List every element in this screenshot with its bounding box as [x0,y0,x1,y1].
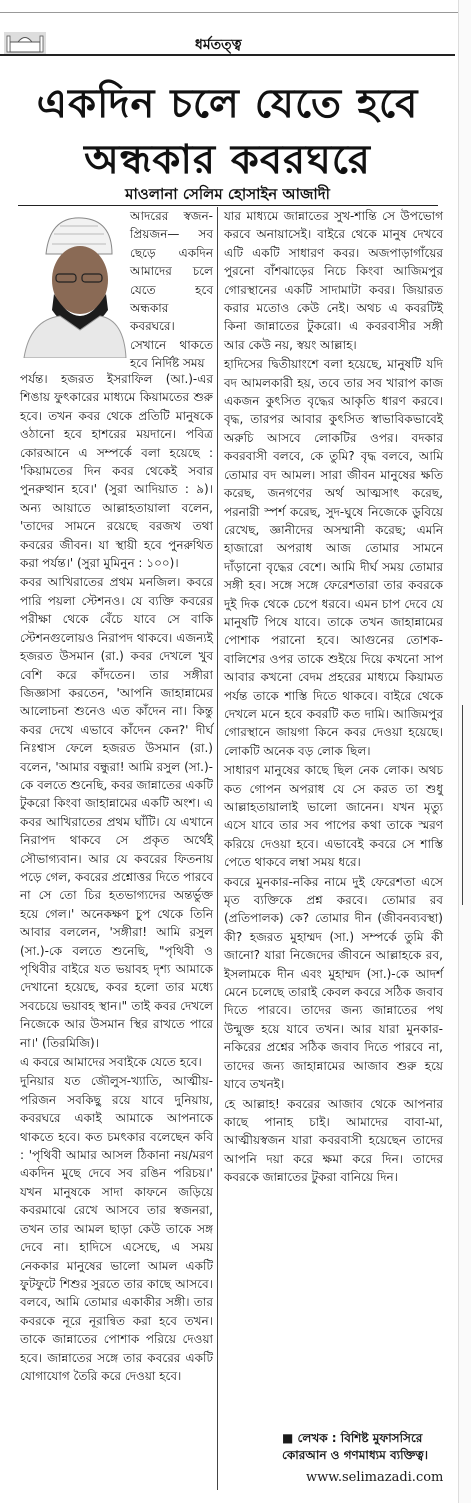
column-rule [217,207,218,1490]
article-paragraph: হাদিসের দ্বিতীয়াংশে বলা হয়েছে, মানুষটি যদি বদ আমলকারী হয়, তবে তার সব খারাপ কাজ একজন কুৎসিত বৃদ্ধের আকৃতি ধারণ করবে। বৃদ্ধ, তারপর আবার কুৎসিত স্বাভাবিকভাবেই অরুচি আসবে লোকটির ওপর। বদকার কবরবাসী বলবে, কে তুমি? বৃদ্ধ বলবে, আমি তোমার বদ আমল। সারা জীবন মানুষের ক্ষতি করেছ, জনগণের অর্থ আত্মসাৎ করেছ, পরনারী স্পর্শ করেছ, সুদ-ঘুষে নিজেকে ডুবিয়ে রেখেছ, জ্ঞানীদের অসম্মানী করেছ; এমনি হাজারো অপরাধ আজ তোমার সামনে দাঁড়ানো বৃদ্ধের বেশে। আমি দীর্ঘ সময় তোমার সঙ্গী হব। সঙ্গে সঙ্গে ফেরেশতারা তার কবরকে দুই দিক থেকে চেপে ধরবে। এমন চাপ দেবে যে মানুষটি পিষে যাবে। তাকে তখন জাহান্নামের পোশাক পরানো হবে। আগুনের তোশক-বালিশের ওপর তাকে শুইয়ে দিয়ে কখনো সাপ আবার কখনো বেদম প্রহরের মাধ্যমে কিয়ামত পর্যন্ত তাকে শাস্তি দিতে থাকবে। বাইরে থেকে দেখলে মনে হবে কবরটি কত দামি। আজিমপুর গোরস্থানে জায়গা কিনে কবর দেওয়া হয়েছে। লোকটি অনেক বড় লোক ছিল। [224,357,443,758]
author-note: ■ লেখক : বিশিষ্ট মুফাসসিরে কোরআন ও গণমাধ্যম ব্যক্তিত্ব। [282,1431,429,1462]
section-title: ধর্মতত্ত্ব [195,37,242,53]
byline-rule [18,205,438,206]
article-paragraph: কবরে মুনকার-নকির নামে দুই ফেরেশতা এসে মৃত ব্যক্তিকে প্রশ্ন করবে। তোমার রব (প্রতিপালক) কে? তোমার দীন (জীবনব্যবস্থা) কী? হজরত মুহাম্মদ (সা.) সম্পর্কে তুমি কী জানো? যারা নিজেদের জীবনে আল্লাহকে রব, ইসলামকে দীন এবং মুহাম্মদ (সা.)-কে আদর্শ মেনে চলেছে তারাই কেবল কবরে সঠিক জবাব দিতে পারবে। তাদের জন্য জান্নাতের পথ উন্মুক্ত হয়ে যাবে তখন। আর যারা মুনকার-নকিরের প্রশ্নের সঠিক জবাব দিতে পারবে না, তাদের জন্য জাহান্নামের আজাব শুরু হয়ে যাবে তখনই। [224,874,443,1092]
previous-article-strip [0,0,471,13]
article-column-left [20,370,213,1386]
article-paragraph: যার মাধ্যমে জান্নাতের সুখ-শান্তি সে উপভোগ করবে অনায়াসেই। বাইরে থেকে মানুষ দেখবে এটি একটি সাধারণ কবর। অজপাড়াগাঁয়ের পুরনো বাঁশঝাড়ের নিচে কিংবা আজিমপুর গোরস্থানের একটি সাদামাটা কবর। জিয়ারত করার মতোও কেউ নেই। অথচ এ কবরটিই কিনা জান্নাতের টুকরো। এ কবরবাসীর সঙ্গী আর কেউ নয়, স্বয়ং আল্লাহ। [224,209,443,352]
article-paragraph: এ কবরে আমাদের সবাইকে যেতে হবে। [20,1055,202,1070]
headline-line-2: অন্ধকার কবরঘরে [84,137,371,183]
byline: মাওলানা সেলিম হোসাইন আজাদী [125,185,330,203]
article-paragraph: হে আল্লাহ! কবরের আজাব থেকে আপনার কাছে পানাহ চাই। আমাদের বাবা-মা, আত্মীয়স্বজন যারা কবরবাসী হয়েছেন তাদের আপনি দয়া করে ক্ষমা করে দিন। তাদের কবরকে জান্নাতের টুকরা বানিয়ে দিন। [224,1096,443,1185]
article-paragraph: আদরের স্বজন-প্রিয়জন— সব ছেড়ে একদিন আমাদের চলে যেতে হবে অন্ধকার কবরঘরে। সেখানে থাকতে হবে নির্দিষ্ট সময় [130,209,213,371]
article-paragraph: দুনিয়ার যত জৌলুস-খ্যাতি, আত্মীয়-পরিজন সবকিছু রয়ে যাবে দুনিয়ায়, কবরঘরে একাই আমাকে আপনাকে থাকতে হবে। কত চমৎকার বলেছেন কবি : 'পৃথিবী আমার আসল ঠিকানা নয়/মরণ একদিন মুছে দেবে সব রঙিন পরিচয়।' যখন মানুষকে সাদা কাফনে জড়িয়ে কবরমাঝে রেখে আসবে তার স্বজনরা, তখন তার আমল ছাড়া কেউ তাকে সঙ্গ দেবে না। হাদিসে এসেছে, এ সময় নেককার মানুষের ভালো আমল একটি ফুটফুটে শিশুর সুরতে তার কাছে আসবে। বলবে, আমি তোমার একাকীর সঙ্গী। তার কবরকে নূরে নূরান্বিত করা হবে তখন। তাকে জান্নাতের পোশাক পরিয়ে দেওয়া হবে। জান্নাতের সঙ্গে তার কবরের একটি যোগাযোগ তৈরি করে দেওয়া হবে। [20,1074,213,1383]
author-portrait [20,210,128,358]
section-header [0,30,455,54]
article-paragraph: কবর আখিরাতের প্রথম মনজিল। কবরে পারি পয়লা স্টেশনও। যে ব্যক্তি কবরের পরীক্ষা থেকে বেঁচে যাবে সে বাকি স্টেশনগুলোয়ও নিরাপদ থাকবে। এজন্যই হজরত উসমান (রা.) কবর দেখলে খুব বেশি করে কাঁদতেন। তার সঙ্গীরা জিজ্ঞাসা করতেন, 'আপনি জাহান্নামের আলোচনা শুনেও এত কাঁদেন না। কিন্তু কবর দেখে এভাবে কাঁদেন কেন?' দীর্ঘ নিঃশ্বাস ফেলে হজরত উসমান (রা.) বলেন, 'আমার বন্ধুরা! আমি রসুল (সা.)-কে বলতে শুনেছি, কবর জান্নাতের একটি টুকরো কিংবা জাহান্নামের একটি অংশ। এ কবর আখিরাতের প্রথম ঘাঁটি। যে এখানে নিরাপদ থাকবে সে প্রকৃত অর্থেই সৌভাগ্যবান। আর যে কবরের ফিতনায় পড়ে গেল, কবরের প্রশ্নোত্তর দিতে পারবে না সে তো চির হতভাগ্যদের অন্তর্ভুক্ত হয়ে গেল।' অনেকক্ষণ চুপ থেকে তিনি আবার বললেন, 'সঙ্গীরা! আমি রসুল (সা.)-কে বলতে শুনেছি, "পৃথিবী ও পৃথিবীর বাইরে যত ভয়াবহ দৃশ্য আমাকে দেখানো হয়েছে, কবর হলো তার মধ্যে সবচেয়ে ভয়াবহ স্থান।" তাই কবর দেখলে নিজেকে আর উসমান স্থির রাখতে পারে না।' (তিরমিজি)। [20,575,213,1050]
headline-line-1: একদিন চলে যেতে হবে [36,81,419,127]
article-paragraph: পর্যন্ত। হজরত ইসরাফিল (আ.)-এর শিঙায় ফুৎকারের মাধ্যমে কিয়ামতের শুরু হবে। তখন কবর থেকে প্রতিটি মানুষকে ওঠানো হবে হাশরের ময়দানে। পবিত্র কোরআনে এ সম্পর্কে বলা হয়েছে : 'কিয়ামতের দিন কবর থেকেই সবার পুনরুত্থান হবে।' (সুরা আদিয়াত : ৯)। অন্য আয়াতে আল্লাহতায়ালা বলেন, 'তাদের সামনে রয়েছে বরজখ তথা কবরের জীবন। যা স্থায়ী হবে পুনরুথিত করা পর্যন্ত।' (সুরা মুমিনুন : ১০০)। [20,372,213,571]
article-column-left-top [130,207,213,374]
website-link[interactable]: www.selimazadi.com [306,1470,444,1485]
article-paragraph: সাধারণ মানুষের কাছে ছিল নেক লোক। অথচ কত গোপন অপরাধ যে সে করত তা শুধু আল্লাহতায়ালাই ভালো জানেন। যখন মৃত্যু এসে যাবে তার সব পাপের কথা তাকে স্মরণ করিয়ে দেওয়া হবে। এভাবেই কবরে সে শাস্তি পেতে থাকবে লম্বা সময় ধরে। [224,763,443,870]
mosque-icon [4,32,46,54]
section-rule [0,54,455,56]
adjacent-page-mark [462,705,469,905]
article-column-right [224,207,443,1188]
